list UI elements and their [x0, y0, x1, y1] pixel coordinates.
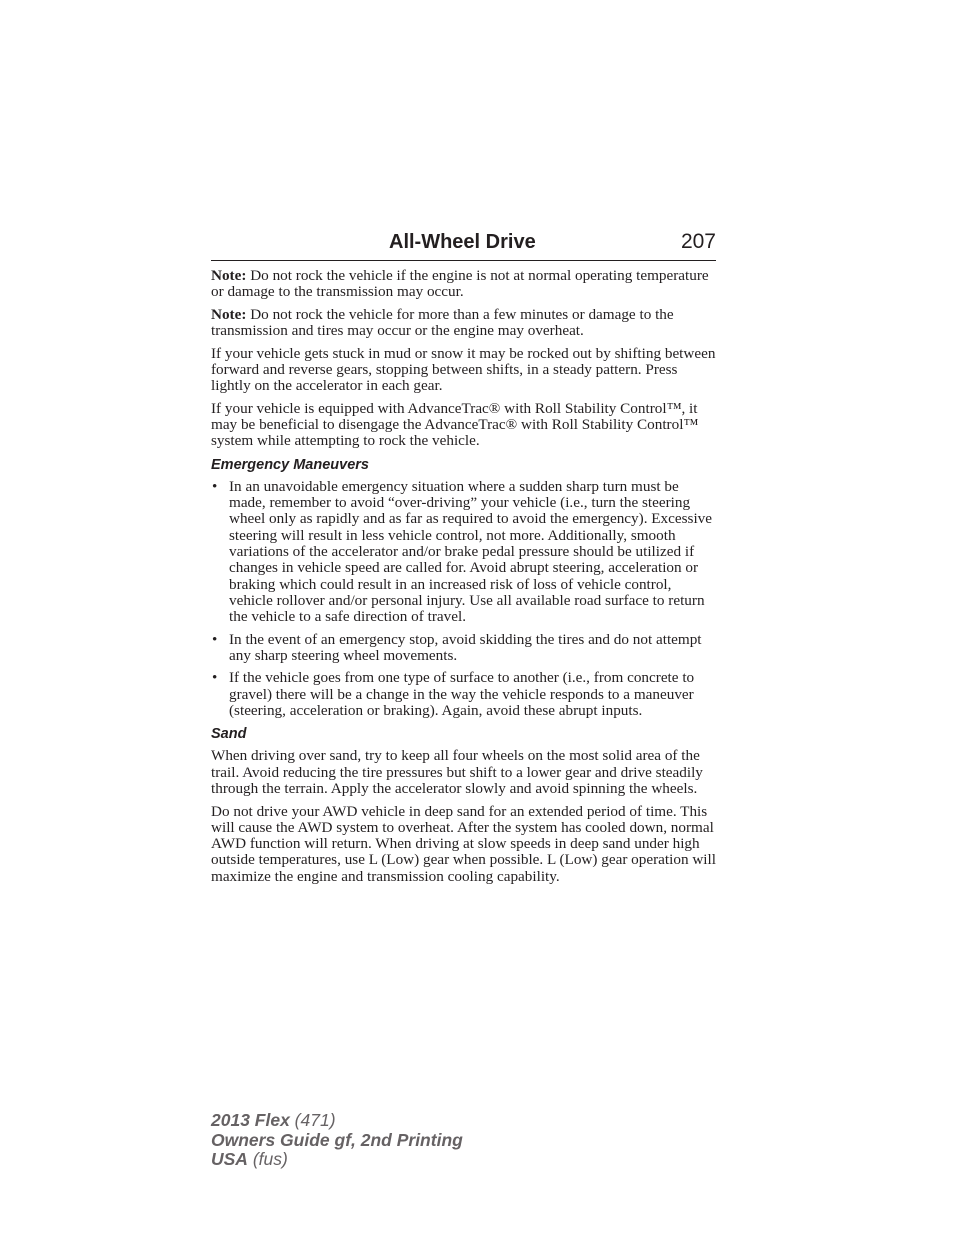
body-paragraph: When driving over sand, try to keep all four wheels on the most solid area of the trail. Avoid reducing the tire pressures but shift to a lower gear and drive steadily through the terrain. Apply the accelerator slowly and avoid spinning the wheels.	[211, 747, 703, 798]
footer-model-line	[211, 1111, 463, 1131]
bullet-icon: •	[212, 669, 218, 687]
page-footer	[211, 1111, 463, 1170]
list-item-text: If the vehicle goes from one type of surface to another (i.e., from concrete to gravel) there will be a change in the way the vehicle responds to a maneuver (steering, acceleration or braking). Again, avoid these abrupt inputs.	[229, 669, 695, 719]
note-label: Note:	[211, 267, 247, 284]
body-paragraph: If your vehicle gets stuck in mud or snow it may be rocked out by shifting between forward and reverse gears, stopping between shifts, in a steady pattern. Press lightly on the accelerator in each gear.	[211, 344, 716, 395]
body-paragraph: If your vehicle is equipped with AdvanceTrac® with Roll Stability Control™, it may be beneficial to disengage the AdvanceTrac® with Roll Stability Control™ system while attempting to rock the vehicle.	[211, 399, 699, 450]
section-heading-emergency-maneuvers: Emergency Maneuvers	[211, 456, 369, 473]
page-header	[211, 228, 716, 261]
footer-model: 2013 Flex	[211, 1110, 290, 1130]
note-text: Do not rock the vehicle if the engine is not at normal operating temperature or damage to the transmission may occur.	[211, 267, 709, 301]
page-number: 207	[680, 230, 716, 253]
note-text: Do not rock the vehicle for more than a few minutes or damage to the transmission and tires may occur or the engine may overheat.	[211, 305, 674, 340]
section-heading-sand: Sand	[211, 726, 247, 743]
note-paragraph	[211, 307, 716, 340]
footer-model-code: (471)	[289, 1110, 336, 1130]
page-content	[211, 268, 716, 891]
list-item	[211, 479, 716, 626]
list-item	[211, 670, 716, 719]
note-paragraph	[211, 268, 716, 301]
footer-market: USA	[211, 1149, 248, 1169]
list-item-text: In the event of an emergency stop, avoid skidding the tires and do not attempt any sharp steering wheel movements.	[229, 630, 702, 664]
emergency-bullet-list	[211, 479, 716, 720]
footer-market-code: (fus)	[247, 1149, 288, 1169]
bullet-icon: •	[212, 630, 218, 648]
footer-guide-line: Owners Guide gf, 2nd Printing	[211, 1129, 463, 1150]
list-item	[211, 632, 716, 665]
body-paragraph: Do not drive your AWD vehicle in deep sand for an extended period of time. This will cause the AWD system to overheat. After the system has cooled down, normal AWD function will return. When driving at slow speeds in deep sand under high outside temperatures, use L (Low) gear when possible. L (Low) gear operation will maximize the engine and transmission cooling capability.	[211, 802, 716, 885]
page-title: All-Wheel Drive	[389, 231, 536, 253]
footer-market-line	[211, 1150, 463, 1170]
note-label: Note:	[211, 305, 247, 323]
list-item-text: In an unavoidable emergency situation where a sudden sharp turn must be made, remember to avoid “over-driving” your vehicle (i.e., turn the steering wheel only as rapidly and as far as required to avoid the emergency). Excessive steering will result in less vehicle control, not more. Additionally, smooth variations of the accelerator and/or brake pedal pressure should be utilized if changes in vehicle speed are called for. Avoid abrupt steering, acceleration or braking which could result in an increased risk of loss of vehicle control, vehicle rollover and/or personal injury. Use all available road surface to return the vehicle to a safe direction of travel.	[229, 477, 713, 626]
bullet-icon: •	[212, 477, 218, 495]
